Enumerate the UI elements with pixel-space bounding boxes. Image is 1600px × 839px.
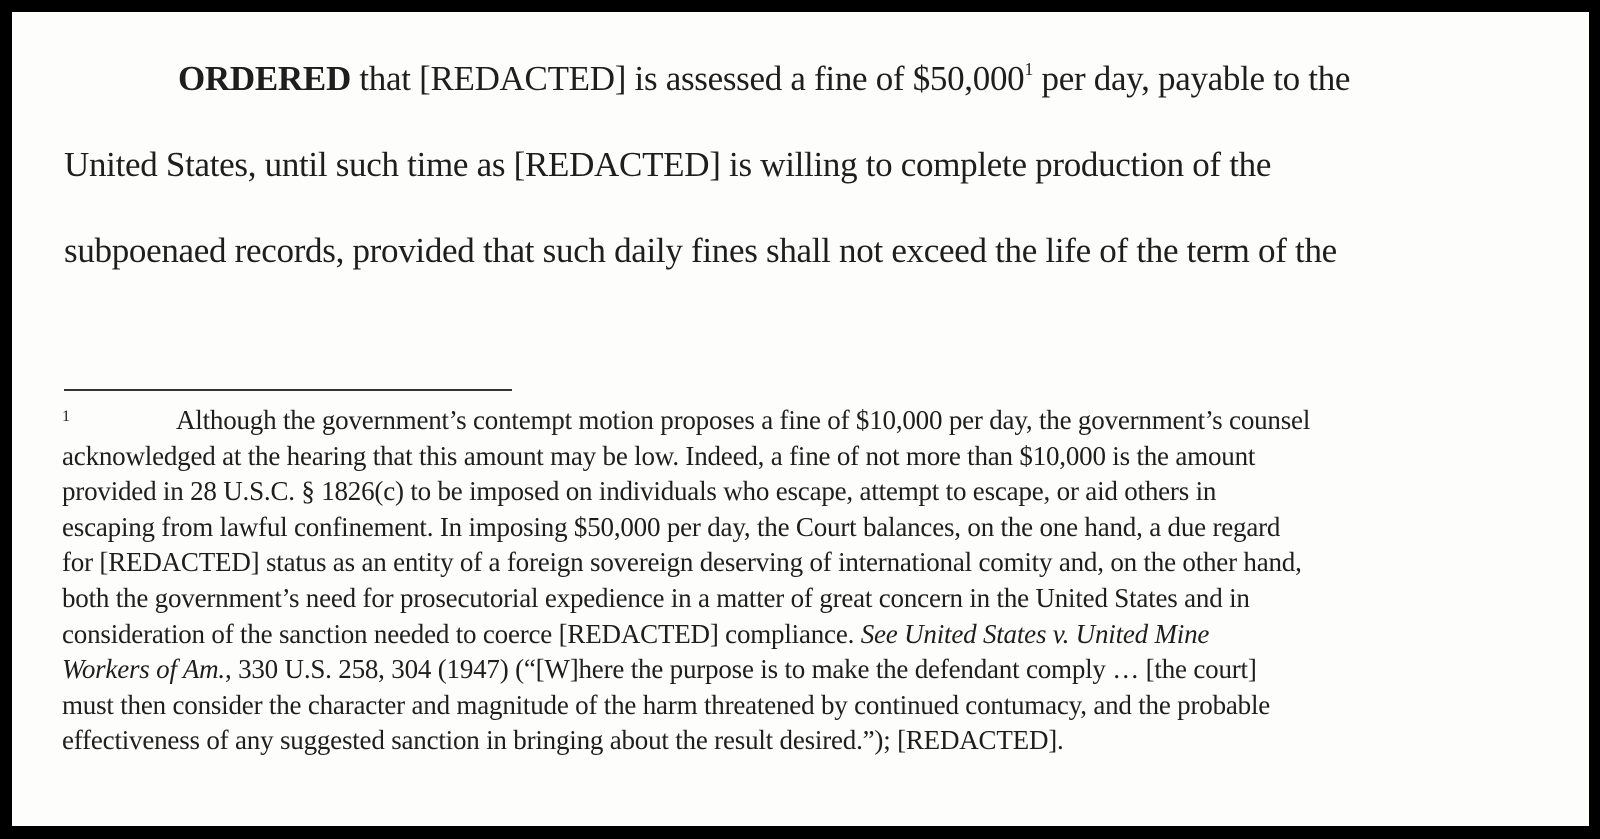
footnote-line: acknowledged at the hearing that this amount may be low. Indeed, a fine of not more than $10,000 is the amount [62,440,1256,471]
footnote-marker: 1 [62,408,70,425]
footnote-line-text: , 330 U.S. 258, 304 (1947) (“[W]here the purpose is to make the defendant comply … [the court] [224,654,1257,685]
footnote-separator [64,389,512,391]
footnote-line [62,652,1552,688]
footnote-line [62,617,1552,653]
order-line-1 [64,36,1504,122]
footnote-line: provided in 28 U.S.C. § 1826(c) to be imposed on individuals who escape, attempt to escape, or aid others in [62,476,1217,507]
order-line-1-end: per day, payable to the [1033,59,1351,98]
order-paragraph [64,36,1504,294]
case-citation: Workers of Am. [62,654,225,685]
order-line-1-text: that [REDACTED] is assessed a fine of $50,000 [350,59,1025,98]
order-line-3: subpoenaed records, provided that such daily fines shall not exceed the life of the term of the [64,231,1337,270]
footnote [62,403,1552,759]
footnote-line-text: consideration of the sanction needed to coerce [REDACTED] compliance. [62,618,861,649]
ordered-heading: ORDERED [178,59,351,98]
footnote-line [62,403,1552,439]
footnote-line: both the government’s need for prosecutorial expedience in a matter of great concern in the United States and in [62,582,1250,613]
footnote-reference: 1 [1024,59,1034,80]
footnote-line: escaping from lawful confinement. In imposing $50,000 per day, the Court balances, on the one hand, a due regard [62,511,1281,542]
case-citation: See United States v. United Mine [860,618,1210,649]
order-line-2: United States, until such time as [REDACTED] is willing to complete production of the [64,145,1272,184]
footnote-line: effectiveness of any suggested sanction in bringing about the result desired.”); [REDACTED]. [62,725,1064,756]
footnote-line: for [REDACTED] status as an entity of a foreign sovereign deserving of international comity and, on the other hand, [62,547,1302,578]
footnote-line-text: Although the government’s contempt motion proposes a fine of $10,000 per day, the government’s counsel [176,405,1311,435]
footnote-line: must then consider the character and magnitude of the harm threatened by continued contumacy, and the probable [62,689,1271,720]
